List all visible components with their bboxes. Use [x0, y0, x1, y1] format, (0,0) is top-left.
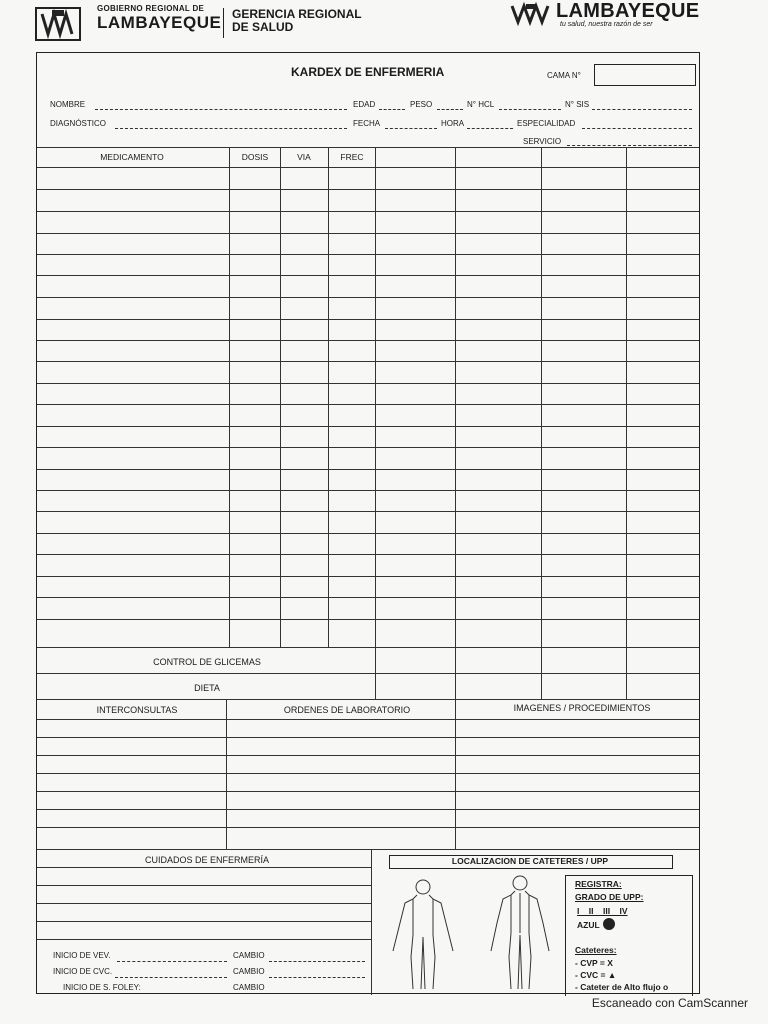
cuidados-row-line[interactable]: [37, 939, 371, 940]
table-cell[interactable]: [37, 597, 229, 619]
orders-row-line: [37, 827, 699, 828]
table-cell[interactable]: [229, 361, 280, 383]
grados-scale: I II III IV: [577, 906, 628, 916]
table-cell[interactable]: [626, 167, 699, 189]
nsis-field[interactable]: [592, 109, 692, 110]
table-cell[interactable]: [541, 426, 626, 447]
table-cell[interactable]: [541, 319, 626, 340]
table-cell[interactable]: [626, 469, 699, 490]
nhcl-field[interactable]: [499, 109, 561, 110]
localizacion-title: LOCALIZACION DE CATETERES / UPP: [451, 856, 609, 866]
table-cell[interactable]: [229, 576, 280, 597]
table-cell[interactable]: [375, 275, 455, 297]
table-cell[interactable]: [280, 597, 328, 619]
azul-label: AZUL: [577, 920, 600, 930]
col-divider: [229, 147, 230, 647]
table-cell[interactable]: [328, 340, 375, 361]
table-cell[interactable]: [280, 297, 328, 319]
table-cell[interactable]: [375, 189, 455, 211]
table-cell[interactable]: [626, 511, 699, 533]
table-cell[interactable]: [541, 233, 626, 254]
table-cell[interactable]: [455, 254, 541, 275]
azul-dot-icon: [603, 918, 615, 930]
table-cell[interactable]: [375, 167, 455, 189]
table-cell[interactable]: [455, 383, 541, 404]
table-cell[interactable]: [455, 554, 541, 576]
table-cell[interactable]: [541, 404, 626, 426]
table-cell[interactable]: [626, 361, 699, 383]
cuidados-row-line[interactable]: [37, 903, 371, 904]
table-cell[interactable]: [37, 254, 229, 275]
table-cell[interactable]: [375, 619, 455, 647]
table-cell[interactable]: [541, 189, 626, 211]
table-cell[interactable]: [455, 576, 541, 597]
nombre-label: NOMBRE: [50, 100, 86, 109]
table-cell[interactable]: [455, 319, 541, 340]
medication-table: [37, 147, 699, 699]
table-cell[interactable]: [229, 511, 280, 533]
table-cell[interactable]: [229, 189, 280, 211]
table-cell[interactable]: [328, 447, 375, 469]
table-cell[interactable]: [455, 426, 541, 447]
table-cell[interactable]: [541, 167, 626, 189]
table-cell[interactable]: [626, 254, 699, 275]
table-cell[interactable]: [541, 511, 626, 533]
nsis-label: N° SIS: [565, 100, 590, 109]
table-cell[interactable]: [280, 511, 328, 533]
table-cell[interactable]: [541, 275, 626, 297]
table-cell[interactable]: [626, 490, 699, 511]
table-cell[interactable]: [541, 576, 626, 597]
col-divider: [455, 147, 456, 699]
table-cell[interactable]: [280, 383, 328, 404]
table-cell[interactable]: [541, 554, 626, 576]
hora-field[interactable]: [467, 128, 513, 129]
gov-small-label: GOBIERNO REGIONAL DE: [97, 4, 205, 13]
cuidados-row-line[interactable]: [37, 885, 371, 886]
table-cell[interactable]: [375, 554, 455, 576]
hora-label: HORA: [441, 119, 465, 128]
table-cell[interactable]: [229, 597, 280, 619]
table-cell[interactable]: [280, 275, 328, 297]
table-cell[interactable]: [229, 254, 280, 275]
table-cell[interactable]: [541, 254, 626, 275]
table-cell[interactable]: [541, 619, 626, 647]
table-cell[interactable]: [375, 469, 455, 490]
col-divider: [375, 147, 376, 699]
cambio-vev-field[interactable]: [269, 961, 365, 962]
diagnostico-label: DIAGNÓSTICO: [50, 119, 107, 128]
table-cell[interactable]: [541, 361, 626, 383]
form-title: KARDEX DE ENFERMERIA: [291, 65, 445, 79]
table-cell[interactable]: [229, 211, 280, 233]
table-cell[interactable]: [280, 554, 328, 576]
left-logo-icon: [34, 6, 82, 42]
table-cell[interactable]: [280, 447, 328, 469]
table-cell[interactable]: [229, 490, 280, 511]
col-divider: [541, 147, 542, 699]
table-cell[interactable]: [37, 189, 229, 211]
table-cell[interactable]: [328, 469, 375, 490]
table-cell[interactable]: [328, 533, 375, 554]
th-via: VIA: [297, 152, 311, 162]
table-cell[interactable]: [375, 211, 455, 233]
table-cell[interactable]: [375, 233, 455, 254]
table-cell[interactable]: [375, 404, 455, 426]
table-cell[interactable]: [229, 340, 280, 361]
table-cell[interactable]: [455, 469, 541, 490]
table-cell[interactable]: [37, 233, 229, 254]
table-cell[interactable]: [626, 533, 699, 554]
table-cell[interactable]: [455, 233, 541, 254]
table-cell[interactable]: [280, 211, 328, 233]
table-cell[interactable]: [280, 361, 328, 383]
orders-row-line: [37, 737, 699, 738]
table-cell[interactable]: [280, 233, 328, 254]
table-cell[interactable]: [455, 361, 541, 383]
table-cell[interactable]: [37, 340, 229, 361]
th-frec: FREC: [340, 152, 364, 162]
table-cell[interactable]: [626, 297, 699, 319]
inicio-vev-label: INICIO DE VEV.: [53, 951, 111, 960]
table-cell[interactable]: [328, 233, 375, 254]
col-divider: [626, 147, 627, 699]
diagnostico-field[interactable]: [115, 128, 347, 129]
right-slogan: tu salud, nuestra razón de ser: [560, 21, 653, 28]
inicio-foley-label: INICIO DE S. FOLEY:: [63, 983, 141, 992]
interconsultas-title: INTERCONSULTAS: [96, 705, 178, 715]
table-cell[interactable]: [375, 490, 455, 511]
table-cell[interactable]: [375, 319, 455, 340]
table-cell[interactable]: [328, 319, 375, 340]
col-divider: [328, 147, 329, 647]
table-cell[interactable]: [229, 533, 280, 554]
table-cell[interactable]: [37, 383, 229, 404]
table-cell[interactable]: [328, 554, 375, 576]
peso-label: PESO: [410, 100, 433, 109]
table-cell[interactable]: [626, 447, 699, 469]
table-cell[interactable]: [626, 233, 699, 254]
table-cell[interactable]: [328, 297, 375, 319]
inicio-cvc-label: INICIO DE CVC.: [53, 967, 113, 976]
table-cell[interactable]: [328, 426, 375, 447]
table-cell[interactable]: [37, 619, 229, 647]
table-cell[interactable]: [280, 340, 328, 361]
table-cell[interactable]: [280, 319, 328, 340]
dieta-label: DIETA: [194, 683, 220, 693]
cvc-label: - CVC = ▲: [575, 970, 617, 980]
servicio-label: SERVICIO: [523, 137, 562, 146]
table-cell[interactable]: [541, 533, 626, 554]
orders-row-line: [37, 719, 699, 720]
table-cell[interactable]: [328, 254, 375, 275]
table-cell[interactable]: [626, 404, 699, 426]
ordenes-title: ORDENES DE LABORATORIO: [283, 705, 411, 715]
table-cell[interactable]: [229, 554, 280, 576]
fecha-field[interactable]: [385, 128, 437, 129]
table-cell[interactable]: [280, 426, 328, 447]
table-cell[interactable]: [375, 533, 455, 554]
edad-field[interactable]: [379, 109, 405, 110]
table-cell[interactable]: [455, 189, 541, 211]
table-cell[interactable]: [280, 490, 328, 511]
table-cell[interactable]: [328, 211, 375, 233]
table-cell[interactable]: [328, 275, 375, 297]
table-cell[interactable]: [280, 576, 328, 597]
table-cell[interactable]: [626, 597, 699, 619]
cambio-cvc-field[interactable]: [269, 977, 365, 978]
table-cell[interactable]: [37, 361, 229, 383]
th-dosis: DOSIS: [241, 152, 269, 162]
table-cell[interactable]: [328, 167, 375, 189]
fecha-label: FECHA: [353, 119, 381, 128]
table-cell[interactable]: [229, 404, 280, 426]
table-cell[interactable]: [375, 447, 455, 469]
registra-label: REGISTRA:: [575, 879, 622, 889]
table-cell[interactable]: [455, 490, 541, 511]
table-cell[interactable]: [541, 383, 626, 404]
gerencia-line-2: DE SALUD: [232, 20, 294, 34]
table-cell[interactable]: [455, 533, 541, 554]
table-cell[interactable]: [229, 319, 280, 340]
orders-row-line: [37, 773, 699, 774]
table-cell[interactable]: [37, 511, 229, 533]
table-cell[interactable]: [541, 490, 626, 511]
cuidados-section: [37, 849, 699, 995]
table-cell[interactable]: [455, 447, 541, 469]
imagenes-title: IMAGENES / PROCEDIMIENTOS: [513, 703, 651, 713]
table-cell[interactable]: [455, 597, 541, 619]
table-cell[interactable]: [626, 383, 699, 404]
cama-field[interactable]: [594, 64, 696, 86]
table-cell[interactable]: [626, 426, 699, 447]
table-cell[interactable]: [455, 167, 541, 189]
table-cell[interactable]: [37, 469, 229, 490]
table-cell[interactable]: [375, 426, 455, 447]
peso-field[interactable]: [437, 109, 463, 110]
table-cell[interactable]: [37, 576, 229, 597]
nombre-field[interactable]: [95, 109, 347, 110]
cuidados-row-line[interactable]: [37, 867, 371, 868]
gov-big-label: LAMBAYEQUE: [97, 13, 222, 32]
th-medicamento: MEDICAMENTO: [100, 152, 164, 162]
cuidados-title: CUIDADOS DE ENFERMERÍA: [144, 855, 269, 865]
table-cell[interactable]: [229, 167, 280, 189]
table-cell[interactable]: [455, 340, 541, 361]
alto-flujo-label: - Cateter de Alto flujo o: [575, 982, 669, 992]
table-cell[interactable]: [229, 619, 280, 647]
table-cell[interactable]: [37, 275, 229, 297]
gerencia-line-1: GERENCIA REGIONAL: [232, 7, 362, 21]
especialidad-field[interactable]: [582, 128, 692, 129]
control-glicemas-label: CONTROL DE GLICEMAS: [153, 657, 261, 667]
table-cell[interactable]: [328, 404, 375, 426]
table-cell[interactable]: [280, 189, 328, 211]
table-cell[interactable]: [229, 233, 280, 254]
table-cell[interactable]: [37, 426, 229, 447]
table-cell[interactable]: [280, 533, 328, 554]
orders-row-line: [37, 791, 699, 792]
col-divider: [280, 147, 281, 647]
table-cell[interactable]: [626, 576, 699, 597]
grado-label: GRADO DE UPP:: [575, 892, 644, 902]
table-cell[interactable]: [328, 576, 375, 597]
table-cell[interactable]: [455, 275, 541, 297]
body-back-icon: [485, 873, 555, 991]
table-cell[interactable]: [626, 619, 699, 647]
table-cell[interactable]: [375, 297, 455, 319]
table-cell[interactable]: [37, 211, 229, 233]
table-cell[interactable]: [229, 383, 280, 404]
servicio-field[interactable]: [567, 145, 692, 146]
table-cell[interactable]: [541, 447, 626, 469]
table-cell[interactable]: [229, 447, 280, 469]
table-cell[interactable]: [328, 189, 375, 211]
table-cell[interactable]: [626, 554, 699, 576]
kardex-sheet: [36, 52, 700, 994]
table-cell[interactable]: [375, 597, 455, 619]
table-cell[interactable]: [626, 211, 699, 233]
body-front-icon: [383, 877, 463, 991]
table-cell[interactable]: [375, 361, 455, 383]
right-logo-icon: [508, 2, 554, 28]
table-cell[interactable]: [455, 404, 541, 426]
table-cell[interactable]: [280, 167, 328, 189]
cambio-vev-label: CAMBIO: [233, 951, 265, 960]
table-cell[interactable]: [375, 340, 455, 361]
table-cell[interactable]: [37, 447, 229, 469]
table-cell[interactable]: [541, 297, 626, 319]
right-logo-text: LAMBAYEQUE: [556, 0, 700, 22]
table-cell[interactable]: [375, 511, 455, 533]
table-cell[interactable]: [375, 254, 455, 275]
table-cell[interactable]: [541, 469, 626, 490]
table-cell[interactable]: [375, 576, 455, 597]
table-cell[interactable]: [37, 167, 229, 189]
table-cell[interactable]: [541, 340, 626, 361]
table-cell[interactable]: [328, 383, 375, 404]
nhcl-label: N° HCL: [467, 100, 495, 109]
table-cell[interactable]: [280, 469, 328, 490]
table-cell[interactable]: [37, 490, 229, 511]
table-cell[interactable]: [328, 619, 375, 647]
cateteres-label: Cateteres:: [575, 945, 617, 955]
table-cell[interactable]: [455, 211, 541, 233]
orders-row-line: [37, 755, 699, 756]
table-cell[interactable]: [37, 297, 229, 319]
cvp-label: - CVP = X: [575, 958, 613, 968]
orders-table: [37, 699, 699, 849]
table-cell[interactable]: [626, 275, 699, 297]
table-cell[interactable]: [280, 619, 328, 647]
table-cell[interactable]: [328, 361, 375, 383]
table-cell[interactable]: [328, 490, 375, 511]
table-cell[interactable]: [229, 469, 280, 490]
table-cell[interactable]: [229, 297, 280, 319]
cambio-cvc-label: CAMBIO: [233, 967, 265, 976]
table-cell[interactable]: [37, 554, 229, 576]
table-cell[interactable]: [328, 511, 375, 533]
edad-label: EDAD: [353, 100, 376, 109]
table-cell[interactable]: [229, 275, 280, 297]
table-cell[interactable]: [626, 189, 699, 211]
especialidad-label: ESPECIALIDAD: [517, 119, 576, 128]
table-cell[interactable]: [37, 319, 229, 340]
table-cell[interactable]: [37, 533, 229, 554]
inicio-vev-field[interactable]: [117, 961, 227, 962]
table-cell[interactable]: [541, 211, 626, 233]
table-cell[interactable]: [626, 340, 699, 361]
glicemas-bottom: [37, 673, 699, 674]
table-cell[interactable]: [541, 597, 626, 619]
table-cell[interactable]: [37, 404, 229, 426]
table-cell[interactable]: [626, 319, 699, 340]
table-cell[interactable]: [455, 511, 541, 533]
table-cell[interactable]: [455, 297, 541, 319]
cama-label: CAMA N°: [547, 71, 581, 80]
cuidados-row-line[interactable]: [37, 921, 371, 922]
table-cell[interactable]: [455, 619, 541, 647]
inicio-cvc-field[interactable]: [115, 977, 227, 978]
cambio-foley-label: CAMBIO: [233, 983, 265, 992]
table-cell[interactable]: [280, 254, 328, 275]
glicemas-top: [37, 647, 699, 648]
orders-row-line: [37, 809, 699, 810]
table-cell[interactable]: [375, 383, 455, 404]
table-cell[interactable]: [229, 426, 280, 447]
scanner-watermark: Escaneado con CamScanner: [591, 996, 748, 1010]
table-cell[interactable]: [328, 597, 375, 619]
table-cell[interactable]: [280, 404, 328, 426]
header-divider: [223, 8, 224, 38]
cuidados-divider: [371, 849, 372, 995]
